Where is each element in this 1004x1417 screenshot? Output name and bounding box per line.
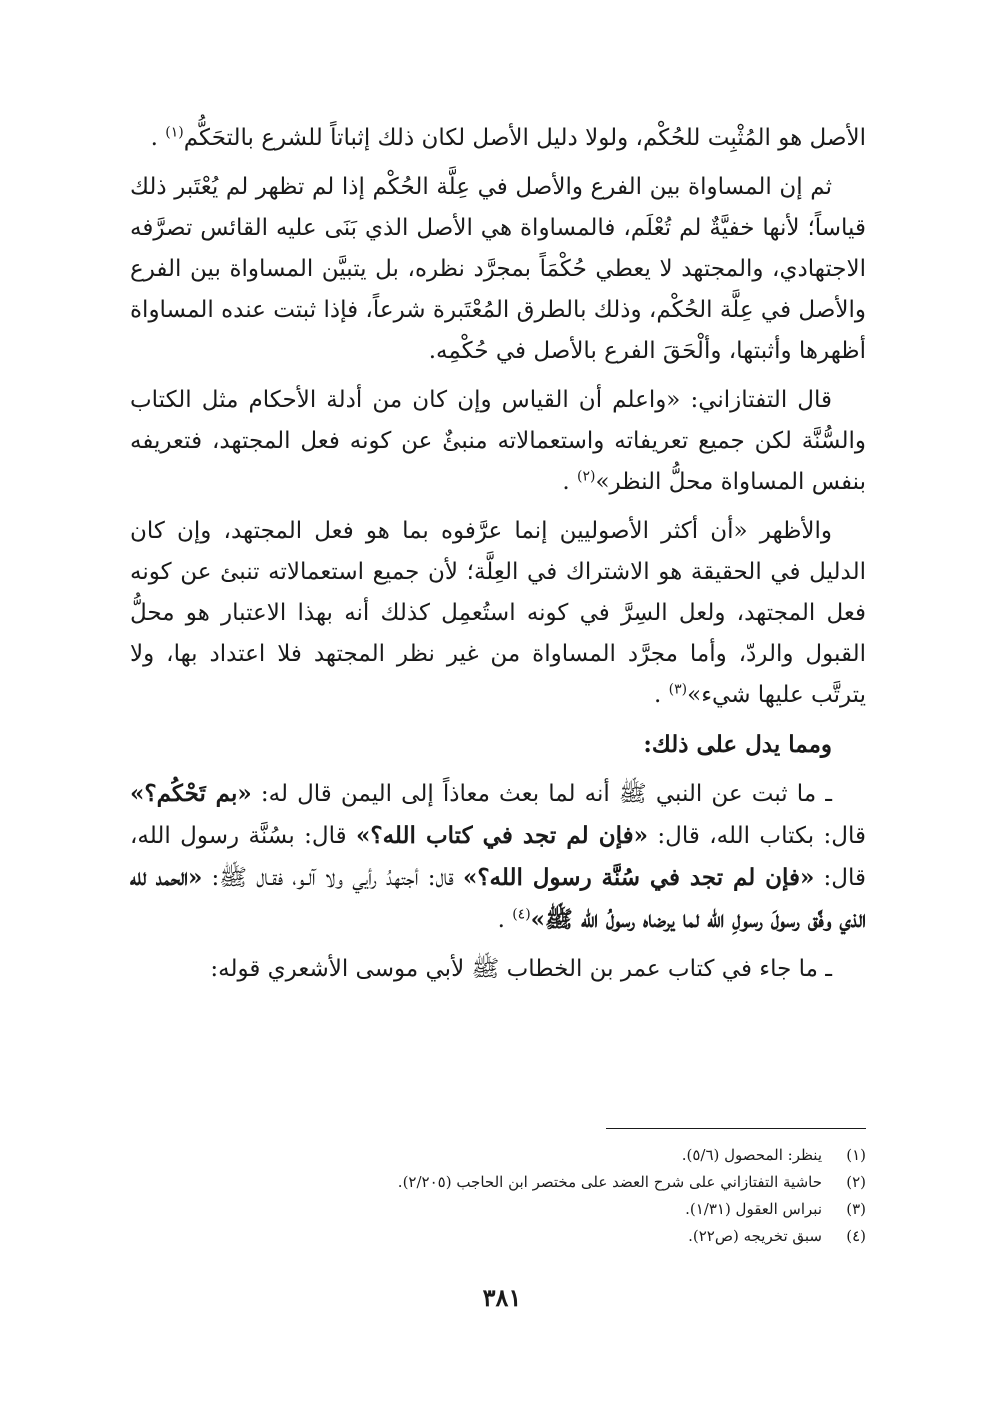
hadith-quote-1: «بم تَحْكُم؟» [130,780,252,807]
footnote-ref-3[interactable]: (٣) [668,681,688,698]
footnote-divider [606,1128,866,1129]
hadith-text-3: قال: بسُنَّة رسول الله، قال: [130,823,866,891]
paragraph-2: ثم إن المساواة بين الفرع والأصل في عِلَّة الحُكْم إذا لم تظهر لم يُعْتَبر ذلك قياساً؛ لأنها خفيَّةٌ لم تُعْلَم، فالمساواة هي الأصل الذي بَنَى عليه القائس تصرَّفه الاجتهادي، والمجتهد لا يعطي حُكْمَاً بمجرَّد نظره، بل يتبيَّن المساواة بين الفرع والأصل في عِلَّة الحُكْم، وذلك بالطرق المُعْتَبرة شرعاً، فإذا ثبتت عنده المساواة أظهرها وأثبتها، وألْحَقَ الفرع بالأصل في حُكْمِه. [130,174,866,364]
hadith-quote-2: «فإن لم تجد في كتاب الله؟» [355,822,648,849]
footnote-1 [130,1142,866,1169]
footnote-ref-4[interactable]: (٤) [512,906,531,923]
paragraph-3-end: . [562,469,577,495]
footnotes [130,1142,866,1250]
hadith-text-4: قال: أجتهدُ رأيي ولا آلـو، فقـال ﷺ: [202,865,463,891]
paragraph-1-end: . [150,125,166,151]
footnote-text: ينظر: المحصول (٥/٦). [681,1146,822,1164]
hadith-quote-4: «الحمد لله الذي وفَّق رسولَ رسولِ الله لما يرضاه رسولُ الله ﷺ» [130,864,866,933]
paragraph-3-text: قال التفتازاني: «واعلم أن القياس وإن كان من أدلة الأحكام مثل الكتاب والسُّنَّة لكن جميع تعريفاته واستعمالاته منبئٌ عن كونه فعل المجتهد، فتعريفه بنفس المساواة محلُّ النظر» [130,387,866,495]
paragraph-5 [130,773,866,941]
footnote-number: (٤) [846,1227,866,1245]
paragraph-4 [130,511,866,716]
footnote-2 [130,1169,866,1196]
footnote-number: (٣) [846,1200,866,1218]
paragraph-4-end: . [654,682,669,708]
page-number: ٣٨١ [482,1283,522,1312]
footnote-text: حاشية التفتازاني على شرح العضد على مختصر ابن الحاجب (٢/٢٠٥). [397,1173,822,1191]
paragraph-3 [130,380,866,503]
footnote-text: سبق تخريجه (ص٢٢). [688,1227,822,1245]
footnote-ref-2[interactable]: (٢) [576,468,596,485]
paragraph-4-text: والأظهر «أن أكثر الأصوليين إنما عرَّفوه بما هو فعل المجتهد، وإن كان الدليل في الحقيقة هو الاشتراك في العِلَّة؛ لأن جميع استعمالاته تنبئ عن كونه فعل المجتهد، ولعل السِرَّ في كونه استُعمِل كذلك أنه بهذا الاعتبار هو محلُّ القبول والردّ، وأما مجرَّد المساواة من غير نظر المجتهد فلا اعتداد بها، ولا يترتَّب عليها شيء» [130,518,866,708]
footnote-text: نبراس العقول (١/٣١). [685,1200,822,1218]
section-heading: ومما يدل على ذلك: [643,731,832,758]
hadith-quote-3: «فإن لم تجد في سُنَّة رسول الله؟» [462,864,815,891]
footnote-ref-1[interactable]: (١) [165,124,184,141]
paragraph-5-end: . [497,907,513,933]
footnote-4 [130,1223,866,1250]
footnote-number: (١) [846,1146,866,1164]
paragraph-1-text: الأصل هو المُثْبِت للحُكْم، ولولا دليل الأصل لكان ذلك إثباتاً للشرع بالتحَكُّم [183,125,866,151]
hadith-text-2: قال: بكتاب الله، قال: [648,823,866,849]
page-body [130,118,866,998]
footnote-3 [130,1196,866,1223]
paragraph-6: ـ ما جاء في كتاب عمر بن الخطاب ﷺ لأبي موسى الأشعري قوله: [210,956,832,982]
hadith-text-1: ـ ما ثبت عن النبي ﷺ أنه لما بعث معاذاً إلى اليمن قال له: [251,781,832,807]
paragraph-1 [130,118,866,159]
footnote-number: (٢) [846,1173,866,1191]
